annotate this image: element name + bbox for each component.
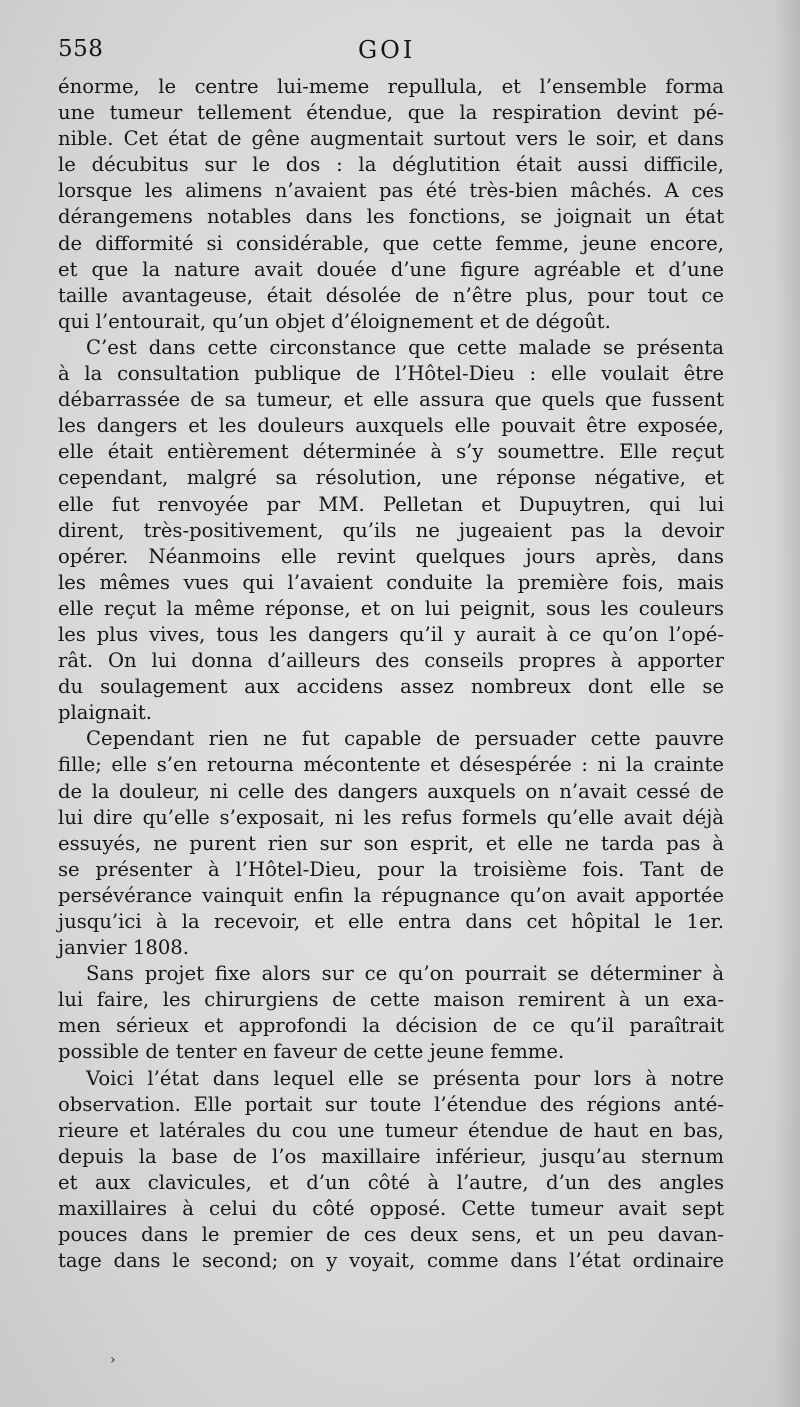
page-edge-shadow xyxy=(774,0,800,1407)
text-line: et aux clavicules, et d’un côté à l’autre, d’un des angles xyxy=(58,1170,724,1194)
text-line: et que la nature avait douée d’une figure agréable et d’une xyxy=(58,257,724,281)
text-line: qui l’entourait, qu’un objet d’éloignement et de dégoût. xyxy=(58,309,611,333)
text-line: lorsque les alimens n’avaient pas été très-bien mâchés. A ces xyxy=(58,179,724,203)
margin-mark: › xyxy=(110,1352,116,1368)
text-line: cependant, malgré sa résolution, une réponse négative, et xyxy=(58,466,724,490)
text-line: Voici l’état dans lequel elle se présenta pour lors à notre xyxy=(86,1066,724,1090)
text-line: depuis la base de l’os maxillaire inférieur, jusqu’au sternum xyxy=(58,1144,724,1168)
text-line: possible de tenter en faveur de cette jeune femme. xyxy=(58,1040,565,1064)
text-line: essuyés, ne purent rien sur son esprit, et elle ne tarda pas à xyxy=(58,831,724,855)
text-line: elle était entièrement déterminée à s’y soumettre. Elle reçut xyxy=(58,440,724,464)
text-line: Sans projet fixe alors sur ce qu’on pourrait se déterminer à xyxy=(86,962,724,986)
page-number: 558 xyxy=(58,36,104,62)
text-line: nible. Cet état de gêne augmentait surtout vers le soir, et dans xyxy=(58,127,724,151)
text-line: une tumeur tellement étendue, que la respiration devint pé- xyxy=(58,101,724,125)
text-line: plaignait. xyxy=(58,701,152,725)
text-line: maxillaires à celui du côté opposé. Cette tumeur avait sept xyxy=(58,1197,724,1221)
text-line: dirent, très-positivement, qu’ils ne jugeaient pas la devoir xyxy=(58,518,724,542)
text-line: les dangers et les douleurs auxquels elle pouvait être exposée, xyxy=(58,414,724,438)
body-text xyxy=(58,74,724,1274)
text-line: les plus vives, tous les dangers qu’il y aurait à ce qu’on l’opé- xyxy=(58,622,724,646)
text-line: se présenter à l’Hôtel-Dieu, pour la troisième fois. Tant de xyxy=(58,857,724,881)
text-line: opérer. Néanmoins elle revint quelques jours après, dans xyxy=(58,544,724,568)
running-head: GOI xyxy=(358,36,416,64)
text-line: débarrassée de sa tumeur, et elle assura que quels que fussent xyxy=(58,388,724,412)
text-line: taille avantageuse, était désolée de n’être plus, pour tout ce xyxy=(58,283,724,307)
text-line: lui faire, les chirurgiens de cette maison remirent à un exa- xyxy=(58,988,724,1012)
text-line: pouces dans le premier de ces deux sens, et un peu davan- xyxy=(58,1223,724,1247)
text-line: C’est dans cette circonstance que cette malade se présenta xyxy=(86,335,724,359)
text-line: de difformité si considérable, que cette femme, jeune encore, xyxy=(58,231,724,255)
text-line: à la consultation publique de l’Hôtel-Dieu : elle voulait être xyxy=(58,362,724,386)
text-line: rieure et latérales du cou une tumeur étendue de haut en bas, xyxy=(58,1118,724,1142)
text-line: de la douleur, ni celle des dangers auxquels on n’avait cessé de xyxy=(58,779,724,803)
text-line: les mêmes vues qui l’avaient conduite la première fois, mais xyxy=(58,570,724,594)
text-line: fille; elle s’en retourna mécontente et désespérée : ni la crainte xyxy=(58,753,724,777)
text-line: énorme, le centre lui-meme repullula, et l’ensemble forma xyxy=(58,75,724,98)
text-line: rât. On lui donna d’ailleurs des conseils propres à apporter xyxy=(58,649,724,673)
text-line: men sérieux et approfondi la décision de ce qu’il paraîtrait xyxy=(58,1014,724,1038)
text-line: le décubitus sur le dos : la déglutition était aussi difficile, xyxy=(58,153,724,177)
text-line: elle reçut la même réponse, et on lui peignit, sous les couleurs xyxy=(58,596,724,620)
text-line: janvier 1808. xyxy=(58,936,189,960)
text-line: lui dire qu’elle s’exposait, ni les refus formels qu’elle avait déjà xyxy=(58,805,724,829)
page-header xyxy=(58,36,724,70)
text-line: observation. Elle portait sur toute l’étendue des régions anté- xyxy=(58,1092,724,1116)
text-line: elle fut renvoyée par MM. Pelletan et Dupuytren, qui lui xyxy=(58,492,724,516)
text-line: du soulagement aux accidens assez nombreux dont elle se xyxy=(58,675,724,699)
text-line: Cependant rien ne fut capable de persuader cette pauvre xyxy=(86,727,724,751)
text-line: dérangemens notables dans les fonctions, se joignait un état xyxy=(58,205,724,229)
text-line: jusqu’ici à la recevoir, et elle entra dans cet hôpital le 1er. xyxy=(58,910,724,933)
text-line: tage dans le second; on y voyait, comme dans l’état ordinaire xyxy=(58,1249,724,1273)
text-line: persévérance vainquit enfin la répugnance qu’on avait apportée xyxy=(58,883,724,907)
